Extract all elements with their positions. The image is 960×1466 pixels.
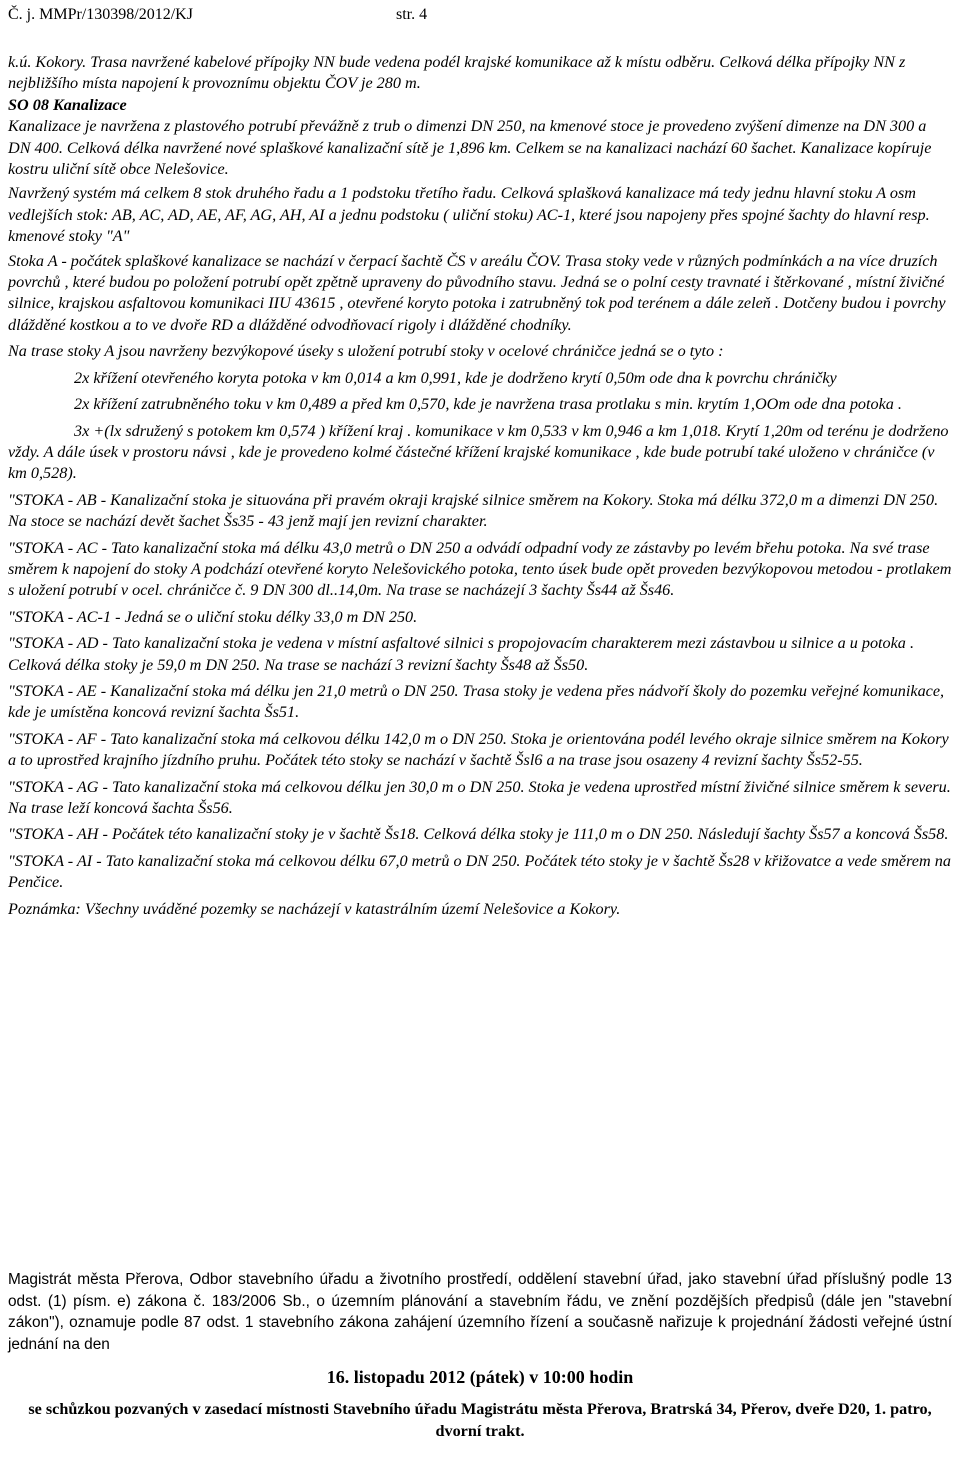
section-heading-so08: SO 08 Kanalizace: [8, 95, 127, 114]
paragraph-stoka-ab: "STOKA - AB - Kanalizační stoka je situována při pravém okraji krajské silnice směrem na Kokory. Stoka má délku 372,0 m a dimenzi DN 250. Na stoce se nachází devět šachet Šs35 - 43 jenž mají jen revizní charakter.: [8, 490, 939, 531]
paragraph-trenchless-sections: Na trase stoky A jsou navrženy bezvýkopové úseky s uložení potrubí stoky v ocelové chráničce jedná se o tyto :: [8, 342, 724, 361]
page-header: [8, 6, 948, 28]
paragraph-stoka-ac1: "STOKA - AC-1 - Jedná se o uliční stoku délky 33,0 m DN 250.: [8, 607, 418, 626]
hearing-place: se schůzkou pozvaných v zasedací místnosti Stavebního úřadu Magistrátu města Přerova, Bratrská 34, Přerov, dveře D20, 1. patro, dvorní trakt.: [28, 1399, 932, 1440]
paragraph-stoka-ai: "STOKA - AI - Tato kanalizační stoka má celkovou délku 67,0 metrů o DN 250. Počátek této stoky je v šachtě Šs28 v křižovatce a vede směrem na Penčice.: [8, 851, 951, 892]
paragraph-system-description: Navržený systém má celkem 8 stok druhého řadu a 1 podstoku třetího řadu. Celková splašková kanalizace má tedy jednu hlavní stoku A osm vedlejších stok: AB, AC, AD, AE, AF, AG, AH, AI a jednu podstoku ( uliční stoku) AC-1, které jsou napojeny přes spojné šachty do hlavní resp. kmenové stoky "A": [8, 184, 930, 246]
paragraph-note: Poznámka: Všechny uváděné pozemky se nacházejí v katastrálním území Nelešovice a Kokory.: [8, 899, 621, 918]
paragraph-stoka-af: "STOKA - AF - Tato kanalizační stoka má celkovou délku 142,0 m o DN 250. Stoka je orientována podél levého okraje silnice směrem na Kokory a to uprostřed krajního jízdního pruhu. Počátek této stoky se nachází v šachtě Šsl6 a na trase jsou osazeny 4 revizní šachty Šs52-55.: [8, 729, 949, 770]
paragraph-sewer-overview: Kanalizace je navržena z plastového potrubí převážně z trub o dimenzi DN 250, na kmenové stoce je provedeno zvýšení dimenze na DN 300 a DN 400. Celková délka navržené nové splaškové kanalizační sítě je 1,896 km. Celkem se na kanalizaci nachází 60 šachet. Kanalizace kopíruje kostru uliční sítě obce Nelešovice.: [8, 117, 932, 179]
paragraph-stoka-ah: "STOKA - AH - Počátek této kanalizační stoky je v šachtě Šs18. Celková délka stoky je 111,0 m o DN 250. Následují šachty Šs57 a koncová Šs58.: [8, 825, 949, 844]
paragraph-stoka-a: Stoka A - počátek splaškové kanalizace se nachází v čerpací šachtě ČS v areálu ČOV. Trasa stoky vede v různých podmínkách a na více druzích povrchů , které budou po položení potrubí opět zpětně upraveny do původního stavu. Jedná se o polní cesty travnaté i štěrkované , místní živičné silnice, krajskou asfaltovou komunikaci IIU 43615 , otevřené koryto potoka i zatrubněný tok pod terénem a dále zeleň . Dotčeny budou i povrchy dlážděné kostkou a to ve dvoře RD a dlážděné odvodňovací rigoly i dlážděné chodníky.: [8, 251, 946, 334]
paragraph-stoka-ag: "STOKA - AG - Tato kanalizační stoka má celkovou délku jen 30,0 m o DN 250. Stoka je vedena uprostřed místní živičné silnice směrem k severu. Na trase leží koncová šachta Šs56.: [8, 777, 951, 817]
document-body: [8, 52, 952, 920]
paragraph-cable-connection: k.ú. Kokory. Trasa navržené kabelové přípojky NN bude vedena podél krajské komunikace až k místu odběru. Celková délka přípojky NN z nejbližšího místa napojení k provoznímu objektu ČOV je 280 m.: [8, 53, 906, 93]
document-reference: Č. j. MMPr/130398/2012/KJ: [8, 6, 193, 23]
paragraph-stoka-ad: "STOKA - AD - Tato kanalizační stoka je vedena v místní asfaltové silnici s propojovacím charakterem mezi zástavbou u silnice a u potoka . Celková délka stoky je 59,0 m DN 250. Na trase se nachází 3 revizní šachty Šs48 až Šs50.: [8, 634, 914, 674]
page-number: str. 4: [396, 6, 428, 23]
notice-paragraph: Magistrát města Přerova, Odbor stavebního úřadu a životního prostředí, oddělení stavební úřad, jako stavební úřad příslušný podle 13 odst. (1) písm. e) zákona č. 183/2006 Sb., o územním plánování a stavebním řádu, ve znění pozdějších předpisů (dále jen "stavební zákon"), oznamuje podle 87 odst. 1 stavebního zákona zahájení územního řízení a současně nařizuje k projednání žádosti veřejné ústní jednání na den: [8, 1271, 952, 1353]
hearing-notice: [8, 1269, 952, 1442]
paragraph-stoka-ac: "STOKA - AC - Tato kanalizační stoka má délku 43,0 metrů o DN 250 a odvádí odpadní vody ze zástavby po levém břehu potoka. Na své trase směrem k napojení do stoky A podchází otevřené koryto Nelešovického potoka, tento úsek bude opět proveden bezvýkopovou metodou - protlakem s uložení potrubí v ocel. chráničce č. 9 DN 300 dl..14,0m. Na trase se nacházejí 3 šachty Šs44 až Šs46.: [8, 538, 952, 600]
hearing-date: 16. listopadu 2012 (pátek) v 10:00 hodin: [326, 1367, 634, 1387]
paragraph-crossing-3: 3x +(lx sdružený s potokem km 0,574 ) křížení kraj . komunikace v km 0,533 v km 0,946 a km 1,018. Krytí 1,20m od terénu je dodrženo vždy. A dále úsek v prostoru návsi , kde je provedeno kolmé částečné křížení krajské komunikace , kde bude potrubí také uloženo v chráničce (v km 0,528).: [8, 421, 949, 483]
paragraph-crossing-2: 2x křížení zatrubněného toku v km 0,489 a před km 0,570, kde je navržena trasa protlaku s min. krytím 1,OOm ode dna potoka .: [74, 395, 902, 414]
paragraph-stoka-ae: "STOKA - AE - Kanalizační stoka má délku jen 21,0 metrů o DN 250. Trasa stoky je vedena přes nádvoří školy do pozemku veřejné komunikace, kde je umístěna koncová revizní šachta Šs51.: [8, 681, 945, 722]
paragraph-crossing-1: 2x křížení otevřeného koryta potoka v km 0,014 a km 0,991, kde je dodrženo krytí 0,50m ode dna k povrchu chráničky: [74, 368, 837, 387]
